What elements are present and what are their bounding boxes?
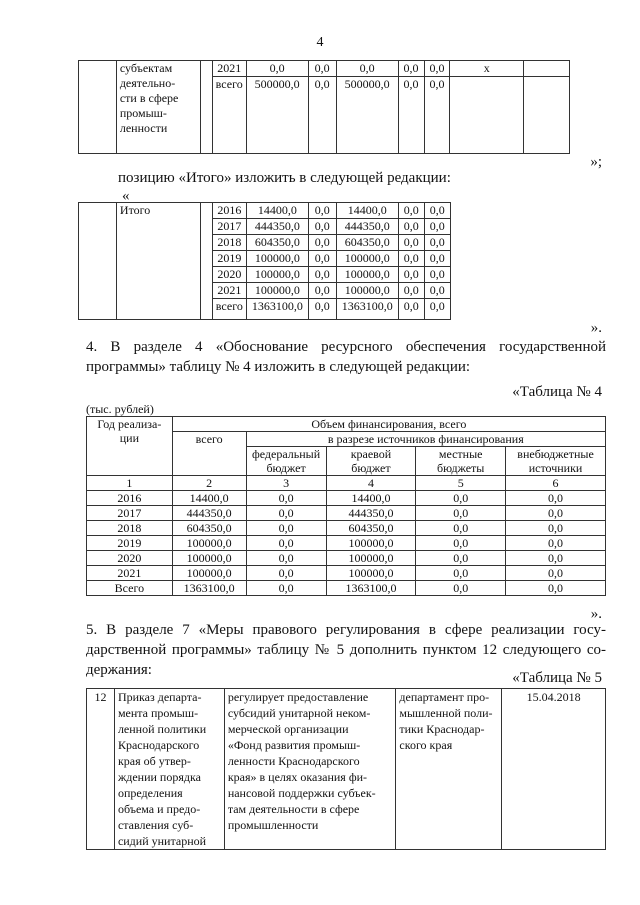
top-table (78, 60, 570, 154)
table-row: всего 500000,0 0,0 500000,0 0,0 0,0 (79, 77, 570, 154)
section5-line3: держания: (86, 662, 152, 678)
header-year: Год реализа- ции (87, 417, 173, 476)
table-row (87, 689, 606, 850)
table-row: субъектам деятельно- сти в сфере промыш- ленности 2021 0,0 0,0 0,0 0,0 0,0 х (79, 61, 570, 77)
table-5 (86, 688, 606, 850)
document-cell: Приказ департа- мента промыш- ленной политики Краснодарского края об утвер- ждении порядка определения объема и предо- ставления суб- сидий унитарной (114, 689, 224, 850)
table-row: Итого 2016 14400,0 0,0 14400,0 0,0 0,0 (79, 203, 607, 219)
section4-line1: 4. В разделе 4 «Обоснование ресурсного обеспечения государственной (86, 339, 606, 355)
itogo-table (78, 202, 606, 320)
closing-quote: ». (590, 606, 602, 622)
section5-line1: 5. В разделе 7 «Меры правового регулирования в сфере реализации госу- (86, 622, 606, 638)
table-row: 2020 100000,0 0,0 100000,0 0,0 0,0 (79, 267, 607, 283)
table-row: 2019 100000,0 0,0 100000,0 0,0 0,0 (79, 251, 607, 267)
itogo-intro: позицию «Итого» изложить в следующей редакции: (118, 170, 451, 186)
table-row: 2021 100000,0 0,0 100000,0 0,0 0,0 (87, 566, 606, 581)
executor-cell: департамент про- мышленной поли- тики Краснодар- ского края (396, 689, 502, 850)
header-regional: краевой бюджет (326, 447, 416, 476)
header-volume: Объем финансирования, всего (172, 417, 605, 432)
table4-caption: «Таблица № 4 (512, 384, 602, 400)
table-4 (86, 416, 606, 596)
table-row: 2018 604350,0 0,0 604350,0 0,0 0,0 (87, 521, 606, 536)
units-label: (тыс. рублей) (86, 402, 154, 416)
closing-quote: »; (590, 154, 602, 170)
header-extrabudget: внебюджетные источники (506, 447, 606, 476)
label-cell: субъектам деятельно- сти в сфере промыш- ленности (116, 61, 200, 154)
section4-line2: программы» таблицу № 4 изложить в следующей редакции: (86, 359, 471, 375)
table-row: Всего 1363100,0 0,0 1363100,0 0,0 0,0 (87, 581, 606, 596)
date-cell: 15.04.2018 (502, 689, 606, 850)
itogo-label: Итого (116, 203, 200, 320)
table-row: 2016 14400,0 0,0 14400,0 0,0 0,0 (87, 491, 606, 506)
table-row: 2020 100000,0 0,0 100000,0 0,0 0,0 (87, 551, 606, 566)
content-cell: регулирует предоставление субсидий унитарной неком- мерческой организации «Фонд развития промыш- ленности Краснодарского края» в целях оказания фи- нансовой поддержки субъек- там деятельности в сфере промышленности (224, 689, 396, 850)
page-number: 4 (316, 35, 324, 50)
table-row: 2017 444350,0 0,0 444350,0 0,0 0,0 (79, 219, 607, 235)
closing-quote: ». (590, 320, 602, 336)
header-by-sources: в разрезе источников финансирования (246, 432, 605, 447)
table-row: всего 1363100,0 0,0 1363100,0 0,0 0,0 (79, 299, 607, 320)
header-federal: федеральный бюджет (246, 447, 326, 476)
opening-quote: « (122, 188, 130, 204)
table5-caption: «Таблица № 5 (512, 670, 602, 686)
table-row: 2017 444350,0 0,0 444350,0 0,0 0,0 (87, 506, 606, 521)
column-number-row: 1 2 3 4 5 6 (87, 476, 606, 491)
header-total: всего (172, 432, 246, 476)
header-local: местные бюджеты (416, 447, 506, 476)
item-number: 12 (87, 689, 115, 850)
table-row: 2019 100000,0 0,0 100000,0 0,0 0,0 (87, 536, 606, 551)
section5-line2: дарственной программы» таблицу № 5 дополнить пунктом 12 следующего со- (86, 642, 606, 658)
table-row: 2018 604350,0 0,0 604350,0 0,0 0,0 (79, 235, 607, 251)
table-row: 2021 100000,0 0,0 100000,0 0,0 0,0 (79, 283, 607, 299)
